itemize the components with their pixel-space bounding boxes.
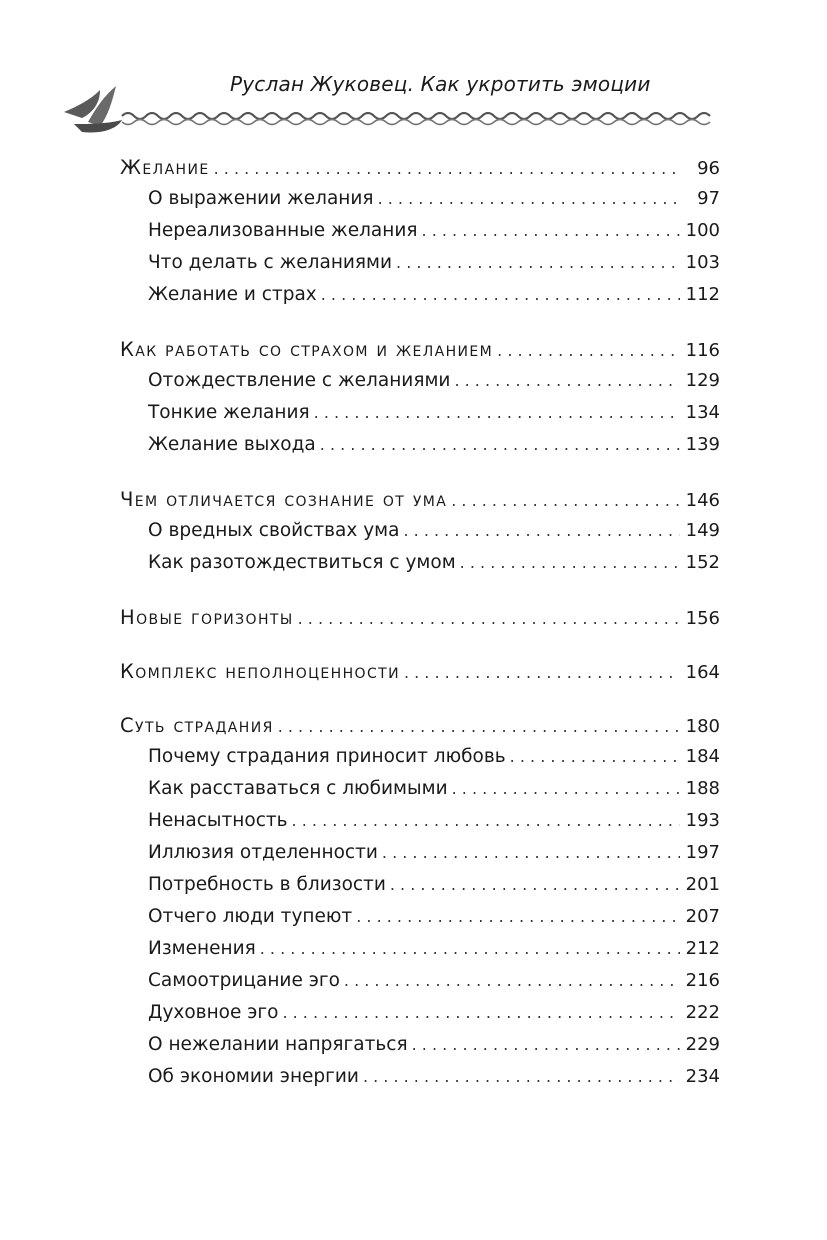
toc-section-entry: [120, 188, 720, 218]
toc-section-entry-title: Желание выхода: [148, 434, 316, 455]
dot-leader: [460, 553, 680, 572]
toc-section-entry: [120, 746, 720, 776]
toc-chapter-entry: [120, 488, 720, 518]
toc-section-entry: [120, 520, 720, 550]
toc-chapter-entry: [120, 714, 720, 744]
toc-section-entry-title: Тонкие желания: [148, 402, 310, 423]
toc-chapter-entry-page-number: 96: [697, 158, 720, 179]
dot-leader: [404, 663, 680, 682]
dot-leader: [320, 435, 680, 454]
toc-chapter-entry-page-number: 156: [685, 608, 720, 629]
toc-chapter-entry-page-number: 116: [685, 340, 720, 361]
toc-section-entry-page-number: 184: [685, 746, 720, 767]
dot-leader: [382, 843, 680, 862]
toc-section-entry-title: Желание и страх: [148, 284, 317, 305]
toc-chapter-entry: [120, 338, 720, 368]
dot-leader: [278, 717, 680, 736]
toc-section-entry-title: Об экономии энергии: [148, 1066, 359, 1087]
toc-section-entry-page-number: 100: [685, 220, 720, 241]
toc-section-entry: [120, 970, 720, 1000]
toc-section-entry-page-number: 103: [685, 252, 720, 273]
toc-section-entry-title: Отождествление с желаниями: [148, 370, 451, 391]
toc-section-entry-page-number: 201: [685, 874, 720, 895]
toc-chapter-entry-page-number: 146: [685, 490, 720, 511]
dot-leader: [298, 609, 680, 628]
dot-leader: [403, 521, 679, 540]
toc-chapter-entry-title: Суть страдания: [120, 714, 274, 737]
dot-leader: [396, 253, 680, 272]
toc-section-entry: [120, 434, 720, 464]
toc-chapter-entry-page-number: 164: [685, 662, 720, 683]
toc-section-entry: [120, 938, 720, 968]
toc-section-entry: [120, 252, 720, 282]
dot-leader: [454, 371, 679, 390]
dot-leader: [378, 189, 680, 208]
toc-section-entry-page-number: 234: [685, 1066, 720, 1087]
toc-section-entry: [120, 778, 720, 808]
toc-section-entry-page-number: 216: [685, 970, 720, 991]
running-header-title: Руслан Жуковец. Как укротить эмоции: [230, 72, 651, 96]
toc-section-entry: [120, 552, 720, 582]
toc-section-entry-page-number: 207: [685, 906, 720, 927]
toc-section-entry-page-number: 129: [685, 370, 720, 391]
dot-leader: [451, 491, 679, 510]
toc-section-entry-title: Потребность в близости: [148, 874, 386, 895]
toc-section-entry-title: О выражении желания: [148, 188, 374, 209]
toc-chapter-entry-page-number: 180: [685, 716, 720, 737]
dot-leader: [510, 747, 680, 766]
toc-section-entry: [120, 1034, 720, 1064]
toc-section-entry-title: Как разотождествиться с умом: [148, 552, 456, 573]
toc-section-entry-page-number: 139: [685, 434, 720, 455]
toc-section-entry-title: Нереализованные желания: [148, 220, 418, 241]
toc-section-entry: [120, 906, 720, 936]
toc-section-entry-page-number: 197: [685, 842, 720, 863]
dot-leader: [321, 285, 680, 304]
toc-section-entry: [120, 402, 720, 432]
dot-leader: [452, 779, 680, 798]
dot-leader: [412, 1035, 680, 1054]
toc-section-entry-title: Изменения: [148, 938, 256, 959]
toc-section-entry: [120, 1002, 720, 1032]
toc-chapter-entry-title: Комплекс неполноценности: [120, 660, 400, 683]
toc-section-entry-title: Почему страдания приносит любовь: [148, 746, 506, 767]
dot-leader: [282, 1003, 679, 1022]
toc-section-entry-page-number: 149: [685, 520, 720, 541]
toc-section-entry: [120, 284, 720, 314]
toc-section-entry-page-number: 212: [685, 938, 720, 959]
dot-leader: [292, 811, 680, 830]
toc-section-entry-page-number: 112: [685, 284, 720, 305]
toc-chapter-entry-title: Новые горизонты: [120, 606, 294, 629]
toc-section-entry-title: Ненасытность: [148, 810, 288, 831]
toc-section-entry-page-number: 152: [685, 552, 720, 573]
toc-section-entry-page-number: 229: [685, 1034, 720, 1055]
toc-chapter-entry-title: Чем отличается сознание от ума: [120, 488, 448, 511]
toc-chapter-entry: [120, 660, 720, 690]
toc-section-entry-title: Самоотрицание эго: [148, 970, 340, 991]
toc-section-entry-page-number: 193: [685, 810, 720, 831]
toc-section-entry: [120, 842, 720, 872]
toc-chapter-entry: [120, 156, 720, 186]
toc-section-entry-title: Иллюзия отделенности: [148, 842, 378, 863]
dot-leader: [390, 875, 680, 894]
dot-leader: [214, 159, 680, 178]
toc-chapter-entry-title: Желание: [120, 156, 210, 179]
ship-wave-ornament: [60, 78, 730, 140]
toc-section-entry-page-number: 134: [685, 402, 720, 423]
toc-chapter-entry-title: Как работать со страхом и желанием: [120, 338, 494, 361]
toc-section-entry-title: О вредных свойствах ума: [148, 520, 400, 541]
dot-leader: [260, 939, 680, 958]
toc-section-entry-title: Духовное эго: [148, 1002, 279, 1023]
toc-chapter-entry: [120, 606, 720, 636]
toc-section-entry-title: О нежелании напрягаться: [148, 1034, 408, 1055]
dot-leader: [422, 221, 680, 240]
toc-section-entry: [120, 874, 720, 904]
toc-section-entry-title: Как расставаться с любимыми: [148, 778, 448, 799]
toc-section-entry: [120, 370, 720, 400]
toc-section-entry-page-number: 222: [685, 1002, 720, 1023]
toc-section-entry-page-number: 97: [697, 188, 720, 209]
toc-section-entry: [120, 220, 720, 250]
dot-leader: [344, 971, 680, 990]
toc-section-entry-title: Отчего люди тупеют: [148, 906, 353, 927]
toc-section-entry-page-number: 188: [685, 778, 720, 799]
dot-leader: [497, 341, 680, 360]
toc-section-entry-title: Что делать с желаниями: [148, 252, 393, 273]
dot-leader: [314, 403, 680, 422]
toc-section-entry: [120, 1066, 720, 1096]
toc-section-entry: [120, 810, 720, 840]
dot-leader: [356, 907, 679, 926]
dot-leader: [363, 1067, 680, 1086]
